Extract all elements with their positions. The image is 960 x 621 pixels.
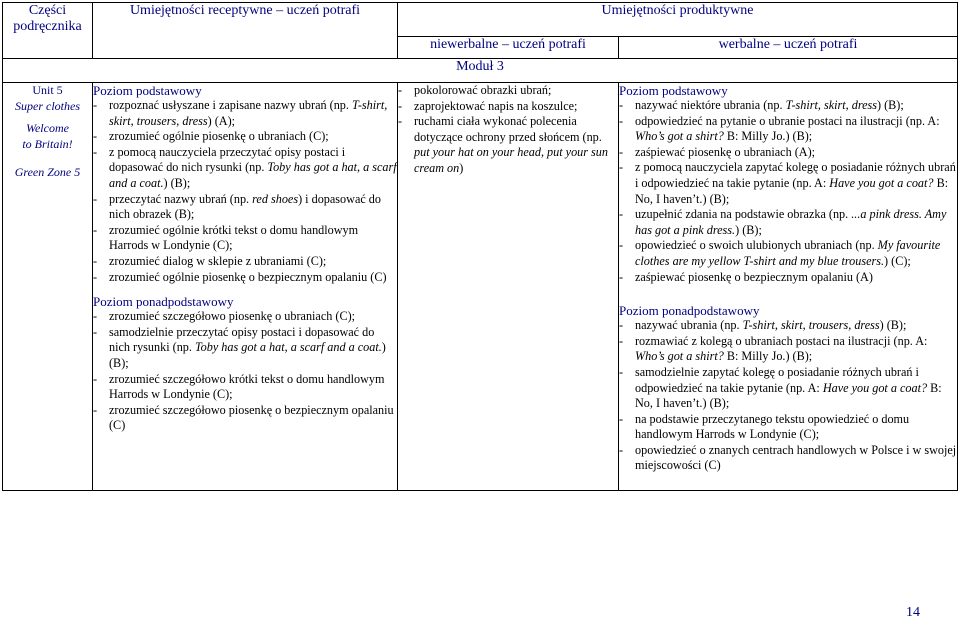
item-text: zrozumieć ogólnie piosenkę o ubraniach (C);: [109, 129, 329, 144]
item-text: z pomocą nauczyciela zapytać kolegę o posiadanie różnych ubrań i odpowiedzieć na takie pytanie (np. A:: [635, 160, 956, 190]
verbal-advanced-list: [619, 318, 957, 474]
page-number: 14: [906, 605, 920, 620]
item-text: zaprojektować napis na koszulce;: [414, 98, 578, 113]
header-parts: Części podręcznika: [3, 3, 93, 59]
list-item: [619, 145, 957, 161]
item-text: ) (B);: [163, 175, 191, 190]
list-item: [93, 403, 397, 434]
item-text: przeczytać nazwy ubrań (np.: [109, 191, 253, 206]
example-text: My favourite clothes are my yellow T-shirt and my blue trousers.: [635, 238, 941, 268]
list-item: [93, 129, 397, 145]
list-item: [619, 114, 957, 145]
header-verbal: werbalne – uczeń potrafi: [619, 37, 958, 59]
item-text: zrozumieć szczegółowo piosenkę o ubraniach (C);: [109, 309, 356, 324]
header-productive: Umiejętności produktywne: [398, 3, 958, 37]
nonverbal-list: [398, 83, 618, 177]
item-text: samodzielnie zapytać kolegę o posiadanie różnych ubrań i odpowiedzieć na takie pytanie (np. A:: [635, 364, 919, 395]
item-text: samodzielnie przeczytać opisy postaci i dopasować do nich rysunki (np.: [109, 324, 375, 355]
item-text: zaśpiewać piosenkę o bezpiecznym opalaniu (A): [635, 269, 873, 284]
example-text: Who’s got a shirt?: [635, 349, 724, 364]
item-text: ) (B);: [735, 222, 762, 237]
item-text: rozmawiać z kolegą o ubraniach postaci na ilustracji (np. A:: [635, 333, 928, 348]
item-text: uzupełnić zdania na podstawie obrazka (np.: [635, 207, 852, 222]
module-title: Moduł 3: [3, 59, 958, 83]
item-text: ) (C);: [884, 253, 911, 268]
item-text: B: No, I haven’t.) (B);: [635, 175, 949, 206]
example-text: Have you got a coat?: [829, 175, 934, 190]
unit-title: Super clothes: [15, 98, 80, 113]
example-text: T-shirt, skirt, dress: [785, 98, 878, 112]
list-item: [619, 412, 957, 443]
item-text: zrozumieć ogólnie piosenkę o bezpiecznym opalaniu (C): [109, 269, 387, 284]
item-text: B: No, I haven’t.) (B);: [635, 380, 942, 411]
receptive-advanced-list: [93, 309, 397, 434]
example-text: Toby has got a hat, a scarf and a coat.: [194, 340, 382, 355]
list-item: [619, 318, 957, 334]
receptive-advanced-heading: Poziom ponadpodstawowy: [93, 294, 234, 310]
list-item: [93, 309, 397, 325]
item-text: ) (B);: [877, 98, 904, 112]
item-text: ): [459, 160, 464, 175]
item-text: B: Milly Jo.) (B);: [723, 349, 813, 364]
unit-number: Unit 5: [32, 83, 63, 97]
verbal-cell: [619, 83, 958, 491]
welcome-subtitle: to Britain!: [22, 136, 73, 151]
item-text: zaśpiewać piosenkę o ubraniach (A);: [635, 144, 816, 159]
item-text: ruchami ciała wykonać polecenia dotyczące ochrony przed słońcem (np.: [414, 114, 602, 144]
item-text: nazywać ubrania (np.: [635, 318, 743, 333]
example-text: Have you got a coat?: [822, 380, 928, 395]
item-text: B: Milly Jo.) (B);: [723, 129, 813, 144]
item-text: opowiedzieć o znanych centrach handlowych w Polsce i w swojej miejscowości (C): [635, 442, 957, 473]
list-item: [619, 443, 957, 474]
list-item: [93, 223, 397, 254]
item-text: zrozumieć ogólnie krótki tekst o domu handlowym Harrods w Londynie (C);: [109, 222, 359, 253]
item-text: rozpoznać usłyszane i zapisane nazwy ubrań (np.: [109, 98, 352, 112]
list-item: [619, 270, 957, 286]
item-text: na podstawie przeczytanego tekstu opowiedzieć o domu handlowym Harrods w Londynie (C);: [635, 411, 910, 442]
example-text: put your hat on your head, put your sun cream on: [414, 145, 608, 175]
unit-cell: [3, 83, 93, 491]
item-text: nazywać niektóre ubrania (np.: [635, 98, 786, 112]
item-text: ) (B);: [109, 340, 386, 370]
example-text: Toby has got a hat, a scarf and a coat.: [109, 160, 397, 190]
list-item: [398, 99, 618, 115]
verbal-basic-heading: Poziom podstawowy: [619, 83, 728, 98]
item-text: ) i dopasować do nich obrazek (B);: [109, 191, 381, 222]
item-text: ) (A);: [207, 113, 236, 128]
list-item: [93, 192, 397, 223]
verbal-basic-list: [619, 98, 957, 285]
curriculum-table: [2, 2, 958, 491]
item-text: odpowiedzieć na pytanie o ubranie postaci na ilustracji (np. A:: [635, 113, 940, 128]
item-text: pokolorować obrazki ubrań;: [414, 83, 552, 97]
example-text: T-shirt, skirt, trousers, dress: [109, 98, 388, 128]
list-item: [93, 325, 397, 372]
receptive-basic-list: [93, 98, 397, 285]
list-item: [93, 372, 397, 403]
list-item: [398, 83, 618, 99]
receptive-cell: [93, 83, 398, 491]
header-nonverbal: niewerbalne – uczeń potrafi: [398, 37, 619, 59]
welcome-title: Welcome: [26, 121, 69, 135]
item-text: ) (B);: [879, 318, 907, 333]
receptive-basic-heading: Poziom podstawowy: [93, 83, 202, 98]
item-text: z pomocą nauczyciela przeczytać opisy postaci i dopasować do nich rysunki (np.: [109, 144, 346, 175]
example-text: T-shirt, skirt, trousers, dress: [742, 318, 880, 333]
list-item: [619, 238, 957, 269]
header-receptive: Umiejętności receptywne – uczeń potrafi: [93, 3, 398, 59]
list-item: [93, 254, 397, 270]
list-item: [398, 114, 618, 176]
nonverbal-cell: [398, 83, 619, 491]
list-item: [93, 270, 397, 286]
list-item: [619, 334, 957, 365]
example-text: ...a pink dress. Amy has got a pink dress.: [635, 207, 947, 237]
list-item: [619, 365, 957, 412]
list-item: [619, 207, 957, 238]
list-item: [93, 145, 397, 192]
item-text: opowiedzieć o swoich ulubionych ubraniach (np.: [635, 238, 878, 253]
list-item: [619, 160, 957, 207]
list-item: [93, 98, 397, 129]
example-text: Who’s got a shirt?: [635, 129, 724, 144]
item-text: zrozumieć dialog w sklepie z ubraniami (C);: [109, 253, 327, 268]
example-text: red shoes: [252, 191, 299, 206]
item-text: zrozumieć szczegółowo piosenkę o bezpiecznym opalaniu (C): [109, 402, 394, 433]
list-item: [619, 98, 957, 114]
item-text: zrozumieć szczegółowo krótki tekst o domu handlowym Harrods w Londynie (C);: [109, 371, 385, 402]
green-zone: Green Zone 5: [14, 165, 81, 179]
verbal-advanced-heading: Poziom ponadpodstawowy: [619, 303, 760, 319]
